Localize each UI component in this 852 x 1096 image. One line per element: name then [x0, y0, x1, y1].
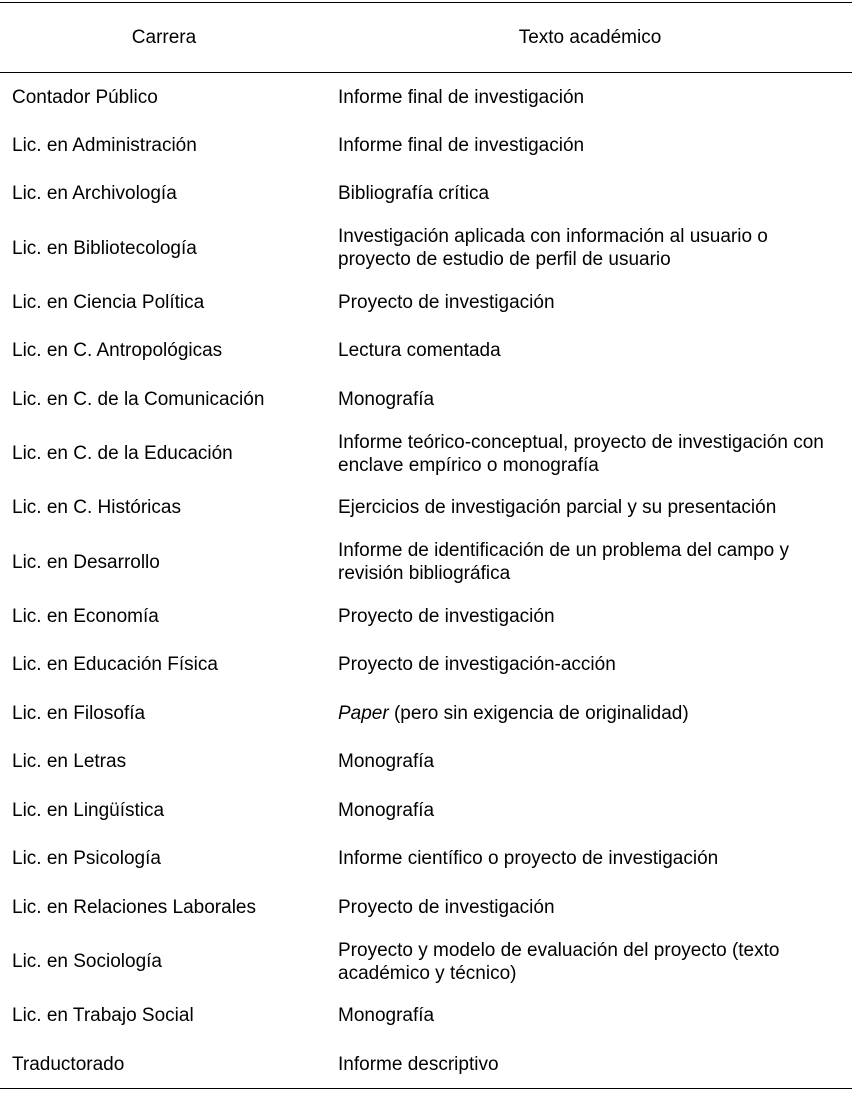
academic-text-cell: Ejercicios de investigación parcial y su presentación [338, 497, 777, 519]
table-row [0, 932, 852, 992]
academic-text-cell: Monografía [338, 751, 435, 773]
career-cell: Lic. en Sociología [12, 951, 162, 972]
table-row [0, 992, 852, 1041]
career-cell: Lic. en Desarrollo [12, 551, 160, 573]
career-cell: Lic. en C. Antropológicas [12, 340, 223, 362]
table-row [0, 327, 852, 376]
academic-text-cell: Informe descriptivo [338, 1053, 499, 1075]
academic-text-cell: Proyecto de investigación [338, 605, 555, 627]
career-cell: Lic. en Ciencia Política [12, 291, 205, 313]
table-row [0, 424, 852, 484]
academic-text-cell: Monografía [338, 1005, 435, 1027]
academic-text-cell [328, 689, 852, 738]
academic-text-cell: Monografía [338, 388, 435, 410]
table-row [0, 835, 852, 884]
academic-text-cell: Proyecto de investigación [338, 896, 555, 918]
academic-text-cell: Bibliografía crítica [338, 183, 490, 205]
academic-text-cell: Informe de identificación de un problema del campo y revisión bibliográfica [338, 540, 789, 584]
table-row [0, 73, 852, 122]
academic-text-cell: Informe final de investigación [338, 134, 585, 156]
career-cell: Lic. en Trabajo Social [12, 1005, 194, 1027]
academic-text-cell: Investigación aplicada con información al usuario o proyecto de estudio de perfil de usuario [338, 226, 768, 270]
academic-text-cell: Proyecto de investigación-acción [338, 654, 616, 676]
academic-text-cell: Proyecto y modelo de evaluación del proyecto (texto académico y técnico) [338, 939, 780, 984]
italic-term: Paper [338, 702, 389, 724]
career-cell: Lic. en Lingüística [12, 799, 165, 821]
academic-text-cell: Informe teórico-conceptual, proyecto de investigación con enclave empírico o monografía [338, 431, 824, 476]
table-row [0, 170, 852, 219]
career-cell: Lic. en C. Históricas [12, 497, 181, 519]
careers-academic-texts-table [0, 2, 852, 1089]
table-row [0, 738, 852, 787]
table-row [0, 641, 852, 690]
table-row [0, 121, 852, 170]
career-cell: Lic. en Bibliotecología [12, 237, 197, 259]
table-row [0, 484, 852, 533]
academic-text-cell: Monografía [338, 799, 435, 821]
header-career: Carrera [131, 26, 197, 48]
table-row [0, 218, 852, 278]
career-cell: Lic. en Psicología [12, 848, 161, 870]
career-cell: Lic. en Relaciones Laborales [12, 896, 256, 918]
career-cell: Lic. en Economía [12, 605, 159, 627]
table-row [0, 278, 852, 327]
academic-text-cell: Informe final de investigación [338, 86, 585, 108]
table-row [0, 592, 852, 641]
career-cell: Lic. en C. de la Educación [12, 443, 233, 464]
career-cell: Traductorado [12, 1053, 125, 1075]
career-cell: Lic. en Archivología [12, 183, 177, 205]
table-row [0, 1040, 852, 1089]
table-row [0, 786, 852, 835]
table-header [0, 3, 852, 73]
header-academic-text: Texto académico [518, 26, 662, 48]
table-row [0, 532, 852, 592]
table-row [0, 689, 852, 738]
career-cell: Lic. en Administración [12, 134, 197, 156]
table-row [0, 883, 852, 932]
table-body [0, 73, 852, 1089]
academic-text-cell: Informe científico o proyecto de investigación [338, 848, 719, 870]
table-row [0, 375, 852, 424]
academic-text: (pero sin exigencia de originalidad) [388, 702, 689, 724]
academic-text-cell: Lectura comentada [338, 340, 501, 362]
career-cell: Lic. en C. de la Comunicación [12, 388, 265, 410]
academic-text-cell: Proyecto de investigación [338, 291, 555, 313]
career-cell: Contador Público [12, 86, 158, 108]
career-cell: Lic. en Filosofía [12, 702, 146, 724]
header-row [0, 3, 852, 73]
career-cell: Lic. en Educación Física [12, 654, 218, 676]
career-cell: Lic. en Letras [12, 751, 127, 773]
